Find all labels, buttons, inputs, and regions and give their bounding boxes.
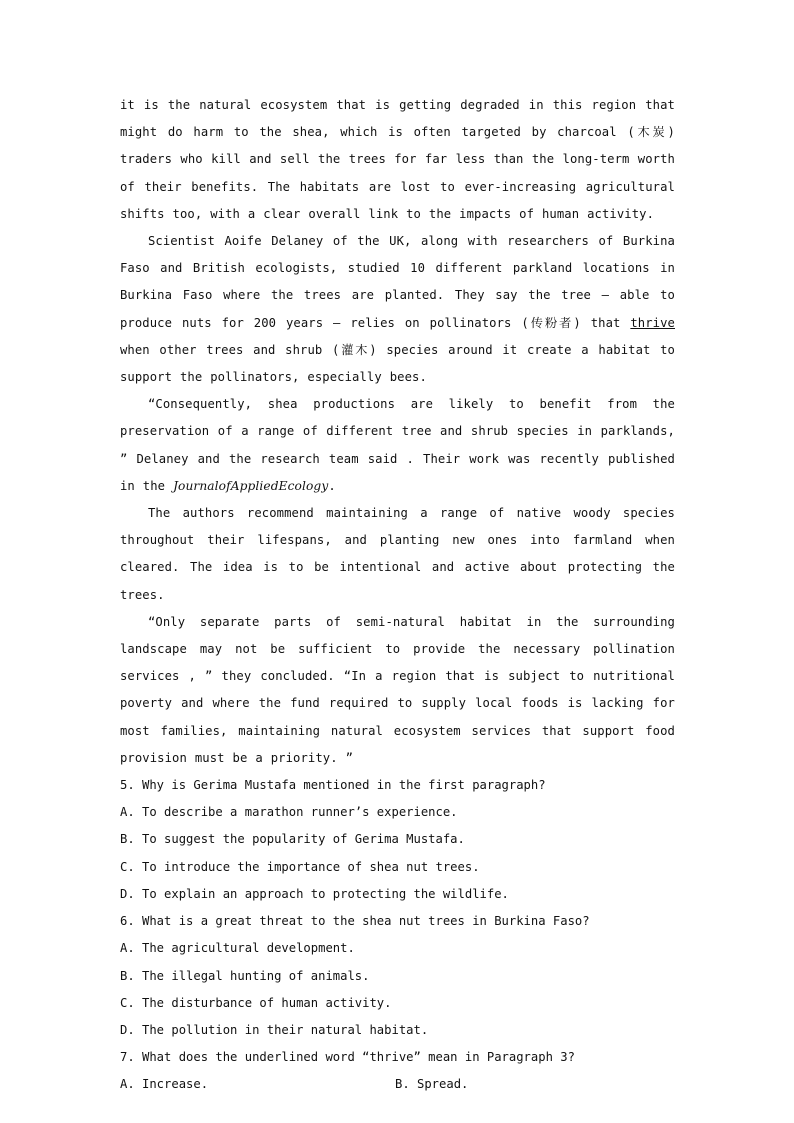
- option-row: [120, 1071, 675, 1098]
- paragraph-2: [120, 228, 675, 391]
- option-a: A. To describe a marathon runner’s experience.: [120, 805, 458, 820]
- question-stem: 5. Why is Gerima Mustafa mentioned in the first paragraph?: [120, 778, 546, 793]
- paragraph-1-text: it is the natural ecosystem that is getting degraded in this region that might do harm to the shea, which is often targeted by charcoal (木炭) traders who kill and sell the trees for far less than the long-term worth of their benefits. The habitats are lost to ever-increasing agricultural shifts too, with a clear overall link to the impacts of human activity.: [120, 98, 675, 221]
- option-b: B. Spread.: [395, 1077, 469, 1092]
- paragraph-4: [120, 500, 675, 609]
- option-d: D. The pollution in their natural habitat.: [120, 1022, 429, 1037]
- question-stem: 6. What is a great threat to the shea nut trees in Burkina Faso?: [120, 914, 590, 929]
- question-6: [120, 908, 675, 1044]
- paragraph-5-text: “Only separate parts of semi-natural habitat in the surrounding landscape may not be sufficient to provide the necessary pollination services , ” they concluded. “In a region that is subject to nutritional poverty and where the fund required to supply local foods is lacking for most families, maintaining natural ecosystem services that support food provision must be a priority. ”: [120, 614, 675, 765]
- question-stem: 7. What does the underlined word “thrive” mean in Paragraph 3?: [120, 1050, 575, 1065]
- option-c: C. To introduce the importance of shea nut trees.: [120, 859, 480, 874]
- paragraph-4-text: The authors recommend maintaining a range of native woody species throughout their lifespans, and planting new ones into farmland when cleared. The idea is to be intentional and active about protecting the trees.: [120, 506, 675, 602]
- option-b: B. The illegal hunting of animals.: [120, 968, 370, 983]
- paragraph-1: [120, 92, 675, 228]
- paragraph-2-text-before: Scientist Aoife Delaney of the UK, along with researchers of Burkina Faso and British ecologists, studied 10 different parkland locations in Burkina Faso where the trees are planted. They say the tree — able to produce nuts for 200 years — relies on pollinators (传粉者) that: [120, 234, 675, 330]
- question-5: [120, 772, 675, 908]
- option-a: A. Increase.: [120, 1077, 209, 1092]
- paragraph-3-text-after: .: [328, 478, 336, 493]
- option-d: D. To explain an approach to protecting the wildlife.: [120, 886, 509, 901]
- journal-title: JournalofAppliedEcology: [173, 478, 329, 493]
- option-b: B. To suggest the popularity of Gerima Mustafa.: [120, 832, 465, 847]
- paragraph-5: [120, 609, 675, 772]
- option-a: A. The agricultural development.: [120, 941, 355, 956]
- paragraph-3: [120, 391, 675, 500]
- paragraph-2-text-after: when other trees and shrub (灌木) species around it create a habitat to support the pollinators, especially bees.: [120, 342, 675, 385]
- paragraph-3-text-before: “Consequently, shea productions are likely to benefit from the preservation of a range of different tree and shrub species in parklands, ” Delaney and the research team said . Their work was recently published in the: [120, 397, 675, 493]
- question-7: [120, 1044, 675, 1098]
- underlined-word-thrive: thrive: [630, 315, 675, 330]
- option-c: C. The disturbance of human activity.: [120, 995, 392, 1010]
- document-page: [120, 92, 675, 1099]
